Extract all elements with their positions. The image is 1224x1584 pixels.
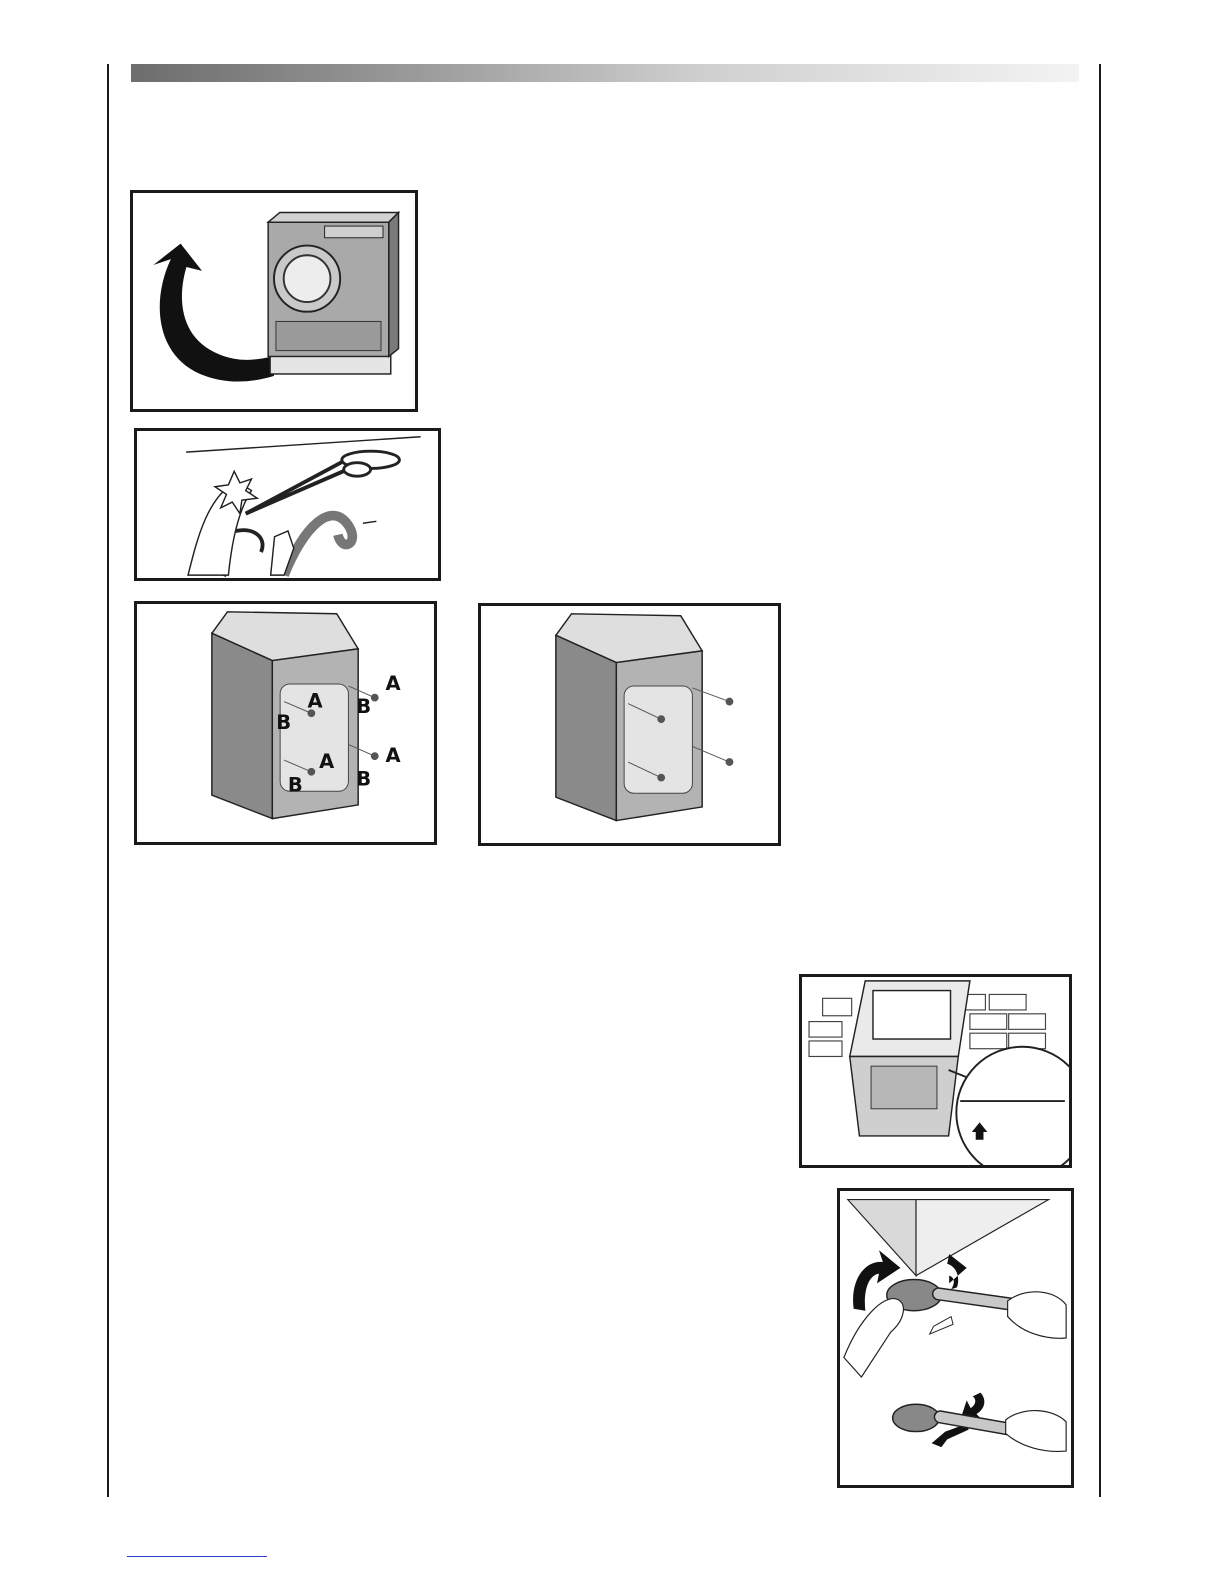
adjustable-foot [893,1404,940,1431]
section-header-bar [131,64,1079,82]
label-b: B [287,773,303,797]
curved-arrow-icon [153,244,274,382]
figure-underside-wall-drawing [802,977,1069,1165]
label-a: A [385,671,401,695]
label-b: B [356,695,372,719]
figure-transit-bolts-labelled-drawing [137,604,434,842]
bolt [307,768,315,776]
figure-transit-bolts-removed [478,603,781,846]
scissors-icon [246,451,400,513]
pallet [270,355,391,374]
footer-link-underline [127,1556,267,1557]
counter-edge-line [186,437,420,452]
hand-right [1008,1292,1066,1338]
machine-left-side [212,633,272,818]
detail-zoom [956,1047,1069,1165]
figure-adjust-feet-drawing [840,1191,1071,1485]
label-b: B [276,710,292,734]
label-a: A [319,749,335,773]
figure-cut-cable-drawing [137,431,438,578]
label-a: A [307,689,323,713]
figure-remove-pallet-drawing [133,193,415,409]
kick-plate [276,321,381,350]
hand-left [844,1299,904,1377]
drain-hose [284,516,352,576]
washing-machine-top [268,212,398,222]
control-panel [325,226,383,238]
drum-opening [871,1066,937,1109]
door-glass [284,255,331,302]
rotation-arrow-icon [930,1317,953,1335]
figure-underside-wall [799,974,1072,1168]
floor-line [363,521,376,523]
figure-transit-bolts-removed-drawing [481,606,778,843]
hand-right [1006,1411,1066,1452]
washing-machine-side [389,212,399,356]
figure-cut-cable [134,428,441,581]
rotation-arrow-icon [947,1254,966,1289]
top-opening [873,991,951,1039]
left-margin-rule [107,64,109,1497]
label-b: B [356,767,372,791]
figure-adjust-feet [837,1188,1074,1488]
label-a: A [385,744,401,768]
machine-left-side [556,635,616,820]
figure-remove-pallet [130,190,418,412]
machine-bottom-face [916,1200,1049,1276]
right-margin-rule [1099,64,1101,1497]
figure-transit-bolts-labelled [134,601,437,845]
